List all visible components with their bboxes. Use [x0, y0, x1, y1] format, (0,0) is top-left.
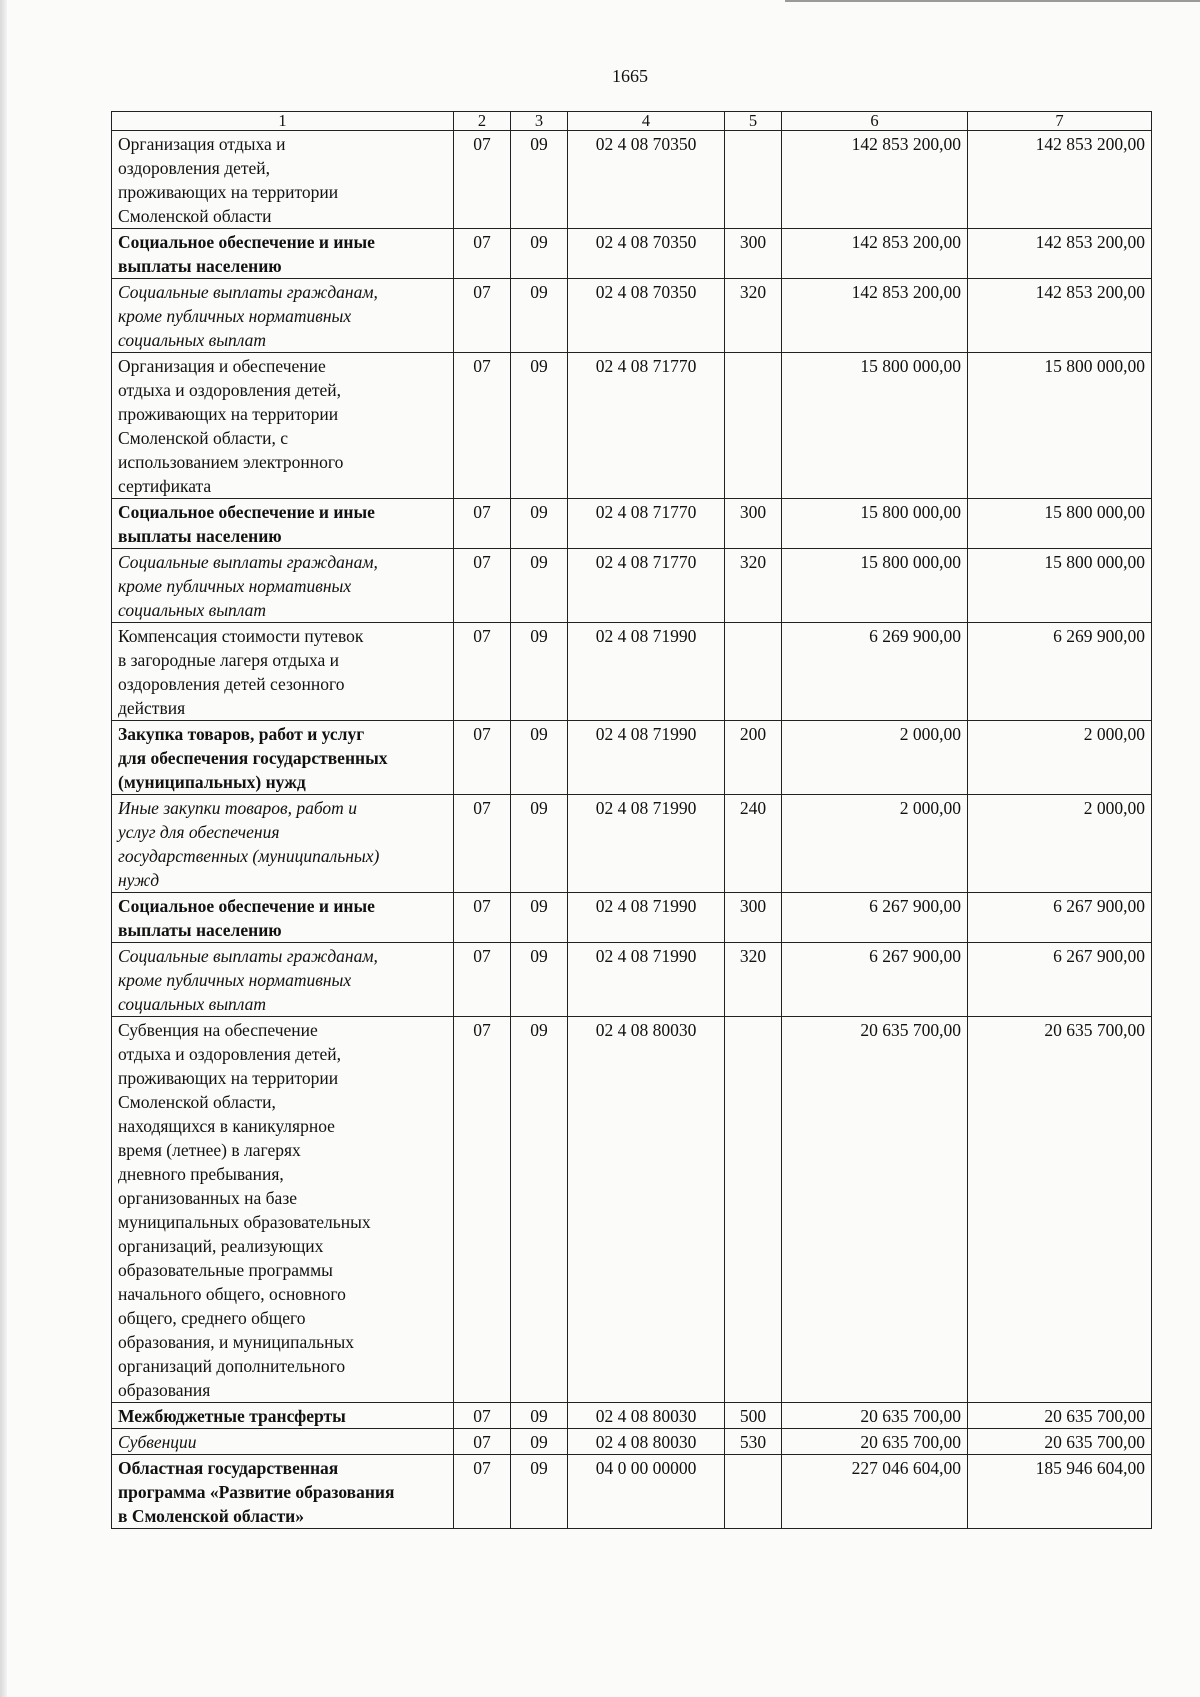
- item-name-cell: Закупка товаров, работ и услуг для обеспечения государственных (муниципальных) нужд: [112, 721, 454, 795]
- table-row: [112, 353, 1152, 499]
- subsection-code-cell: 09: [511, 943, 568, 1017]
- section-code-cell: 07: [454, 893, 511, 943]
- subsection-code-cell: 09: [511, 353, 568, 499]
- table-row: [112, 549, 1152, 623]
- amount-year1-cell: 142 853 200,00: [782, 229, 968, 279]
- amount-year2-cell: 15 800 000,00: [968, 499, 1152, 549]
- expense-type-cell: 320: [725, 279, 782, 353]
- subsection-code-cell: 09: [511, 499, 568, 549]
- subsection-code-cell: 09: [511, 795, 568, 893]
- target-article-cell: 02 4 08 71770: [568, 499, 725, 549]
- amount-year1-cell: 15 800 000,00: [782, 499, 968, 549]
- table-row: [112, 229, 1152, 279]
- expense-type-cell: [725, 1455, 782, 1529]
- amount-year1-cell: 6 267 900,00: [782, 893, 968, 943]
- subsection-code-cell: 09: [511, 721, 568, 795]
- subsection-code-cell: 09: [511, 131, 568, 229]
- section-code-cell: 07: [454, 353, 511, 499]
- amount-year1-cell: 20 635 700,00: [782, 1429, 968, 1455]
- amount-year1-cell: 20 635 700,00: [782, 1403, 968, 1429]
- amount-year2-cell: 15 800 000,00: [968, 549, 1152, 623]
- subsection-code-cell: 09: [511, 893, 568, 943]
- item-name-cell: Социальное обеспечение и иные выплаты населению: [112, 893, 454, 943]
- scan-edge-shadow: [0, 0, 7, 1697]
- amount-year2-cell: 142 853 200,00: [968, 279, 1152, 353]
- amount-year2-cell: 20 635 700,00: [968, 1017, 1152, 1403]
- table-row: [112, 279, 1152, 353]
- amount-year2-cell: 20 635 700,00: [968, 1403, 1152, 1429]
- table-row: [112, 499, 1152, 549]
- amount-year2-cell: 2 000,00: [968, 795, 1152, 893]
- expense-type-cell: [725, 353, 782, 499]
- amount-year2-cell: 15 800 000,00: [968, 353, 1152, 499]
- expense-type-cell: [725, 623, 782, 721]
- header-cell-3: 3: [511, 112, 568, 131]
- item-name-cell: Субвенция на обеспечение отдыха и оздоровления детей, проживающих на территории Смоленской области, находящихся в каникулярное время (летнее) в лагерях дневного пребывания, организованных на базе муниципальных образовательных организаций, реализующих образовательные программы начального общего, основного общего, среднего общего образования, и муниципальных организаций дополнительного образования: [112, 1017, 454, 1403]
- amount-year1-cell: 15 800 000,00: [782, 353, 968, 499]
- section-code-cell: 07: [454, 943, 511, 1017]
- table-row: [112, 1429, 1152, 1455]
- section-code-cell: 07: [454, 229, 511, 279]
- amount-year2-cell: 2 000,00: [968, 721, 1152, 795]
- amount-year2-cell: 142 853 200,00: [968, 229, 1152, 279]
- item-name-cell: Межбюджетные трансферты: [112, 1403, 454, 1429]
- item-name-cell: Социальные выплаты гражданам, кроме публичных нормативных социальных выплат: [112, 279, 454, 353]
- table-row: [112, 943, 1152, 1017]
- expense-type-cell: [725, 1017, 782, 1403]
- target-article-cell: 02 4 08 71990: [568, 721, 725, 795]
- subsection-code-cell: 09: [511, 623, 568, 721]
- expense-type-cell: 300: [725, 893, 782, 943]
- section-code-cell: 07: [454, 1403, 511, 1429]
- target-article-cell: 02 4 08 80030: [568, 1403, 725, 1429]
- target-article-cell: 02 4 08 71770: [568, 353, 725, 499]
- target-article-cell: 02 4 08 71990: [568, 943, 725, 1017]
- amount-year1-cell: 142 853 200,00: [782, 279, 968, 353]
- expense-type-cell: 200: [725, 721, 782, 795]
- subsection-code-cell: 09: [511, 279, 568, 353]
- section-code-cell: 07: [454, 499, 511, 549]
- amount-year2-cell: 185 946 604,00: [968, 1455, 1152, 1529]
- section-code-cell: 07: [454, 1017, 511, 1403]
- expense-type-cell: 240: [725, 795, 782, 893]
- expense-type-cell: 500: [725, 1403, 782, 1429]
- expense-type-cell: 300: [725, 499, 782, 549]
- header-cell-1: 1: [112, 112, 454, 131]
- table-row: [112, 131, 1152, 229]
- table-row: [112, 1455, 1152, 1529]
- amount-year1-cell: 2 000,00: [782, 721, 968, 795]
- item-name-cell: Социальные выплаты гражданам, кроме публичных нормативных социальных выплат: [112, 943, 454, 1017]
- section-code-cell: 07: [454, 549, 511, 623]
- section-code-cell: 07: [454, 279, 511, 353]
- amount-year2-cell: 6 267 900,00: [968, 893, 1152, 943]
- target-article-cell: 02 4 08 71990: [568, 623, 725, 721]
- amount-year2-cell: 6 269 900,00: [968, 623, 1152, 721]
- amount-year1-cell: 142 853 200,00: [782, 131, 968, 229]
- header-cell-4: 4: [568, 112, 725, 131]
- target-article-cell: 02 4 08 70350: [568, 131, 725, 229]
- target-article-cell: 02 4 08 80030: [568, 1017, 725, 1403]
- expense-type-cell: 320: [725, 549, 782, 623]
- subsection-code-cell: 09: [511, 229, 568, 279]
- target-article-cell: 02 4 08 80030: [568, 1429, 725, 1455]
- section-code-cell: 07: [454, 721, 511, 795]
- item-name-cell: Компенсация стоимости путевок в загородные лагеря отдыха и оздоровления детей сезонного действия: [112, 623, 454, 721]
- target-article-cell: 02 4 08 71990: [568, 795, 725, 893]
- scan-top-line: [785, 0, 1200, 2]
- target-article-cell: 04 0 00 00000: [568, 1455, 725, 1529]
- header-row: [112, 112, 1152, 131]
- amount-year1-cell: 20 635 700,00: [782, 1017, 968, 1403]
- section-code-cell: 07: [454, 1455, 511, 1529]
- subsection-code-cell: 09: [511, 549, 568, 623]
- item-name-cell: Социальное обеспечение и иные выплаты населению: [112, 229, 454, 279]
- table-row: [112, 893, 1152, 943]
- item-name-cell: Иные закупки товаров, работ и услуг для обеспечения государственных (муниципальных) нужд: [112, 795, 454, 893]
- expense-type-cell: [725, 131, 782, 229]
- item-name-cell: Социальное обеспечение и иные выплаты населению: [112, 499, 454, 549]
- budget-table: [111, 111, 1152, 1529]
- subsection-code-cell: 09: [511, 1017, 568, 1403]
- table-row: [112, 1017, 1152, 1403]
- amount-year2-cell: 20 635 700,00: [968, 1429, 1152, 1455]
- subsection-code-cell: 09: [511, 1429, 568, 1455]
- subsection-code-cell: 09: [511, 1455, 568, 1529]
- header-cell-2: 2: [454, 112, 511, 131]
- table-row: [112, 1403, 1152, 1429]
- amount-year1-cell: 6 267 900,00: [782, 943, 968, 1017]
- item-name-cell: Субвенции: [112, 1429, 454, 1455]
- section-code-cell: 07: [454, 1429, 511, 1455]
- item-name-cell: Организация и обеспечение отдыха и оздоровления детей, проживающих на территории Смоленской области, с использованием электронного сертификата: [112, 353, 454, 499]
- amount-year1-cell: 6 269 900,00: [782, 623, 968, 721]
- expense-type-cell: 530: [725, 1429, 782, 1455]
- target-article-cell: 02 4 08 71990: [568, 893, 725, 943]
- section-code-cell: 07: [454, 795, 511, 893]
- item-name-cell: Социальные выплаты гражданам, кроме публичных нормативных социальных выплат: [112, 549, 454, 623]
- amount-year1-cell: 2 000,00: [782, 795, 968, 893]
- expense-type-cell: 320: [725, 943, 782, 1017]
- amount-year2-cell: 142 853 200,00: [968, 131, 1152, 229]
- amount-year1-cell: 15 800 000,00: [782, 549, 968, 623]
- amount-year1-cell: 227 046 604,00: [782, 1455, 968, 1529]
- table-row: [112, 795, 1152, 893]
- section-code-cell: 07: [454, 623, 511, 721]
- target-article-cell: 02 4 08 70350: [568, 229, 725, 279]
- target-article-cell: 02 4 08 71770: [568, 549, 725, 623]
- header-cell-5: 5: [725, 112, 782, 131]
- header-cell-6: 6: [782, 112, 968, 131]
- item-name-cell: Организация отдыха и оздоровления детей, проживающих на территории Смоленской области: [112, 131, 454, 229]
- item-name-cell: Областная государственная программа «Развитие образования в Смоленской области»: [112, 1455, 454, 1529]
- amount-year2-cell: 6 267 900,00: [968, 943, 1152, 1017]
- header-cell-7: 7: [968, 112, 1152, 131]
- target-article-cell: 02 4 08 70350: [568, 279, 725, 353]
- subsection-code-cell: 09: [511, 1403, 568, 1429]
- section-code-cell: 07: [454, 131, 511, 229]
- table-row: [112, 721, 1152, 795]
- page-number: 1665: [612, 66, 648, 86]
- table-row: [112, 623, 1152, 721]
- expense-type-cell: 300: [725, 229, 782, 279]
